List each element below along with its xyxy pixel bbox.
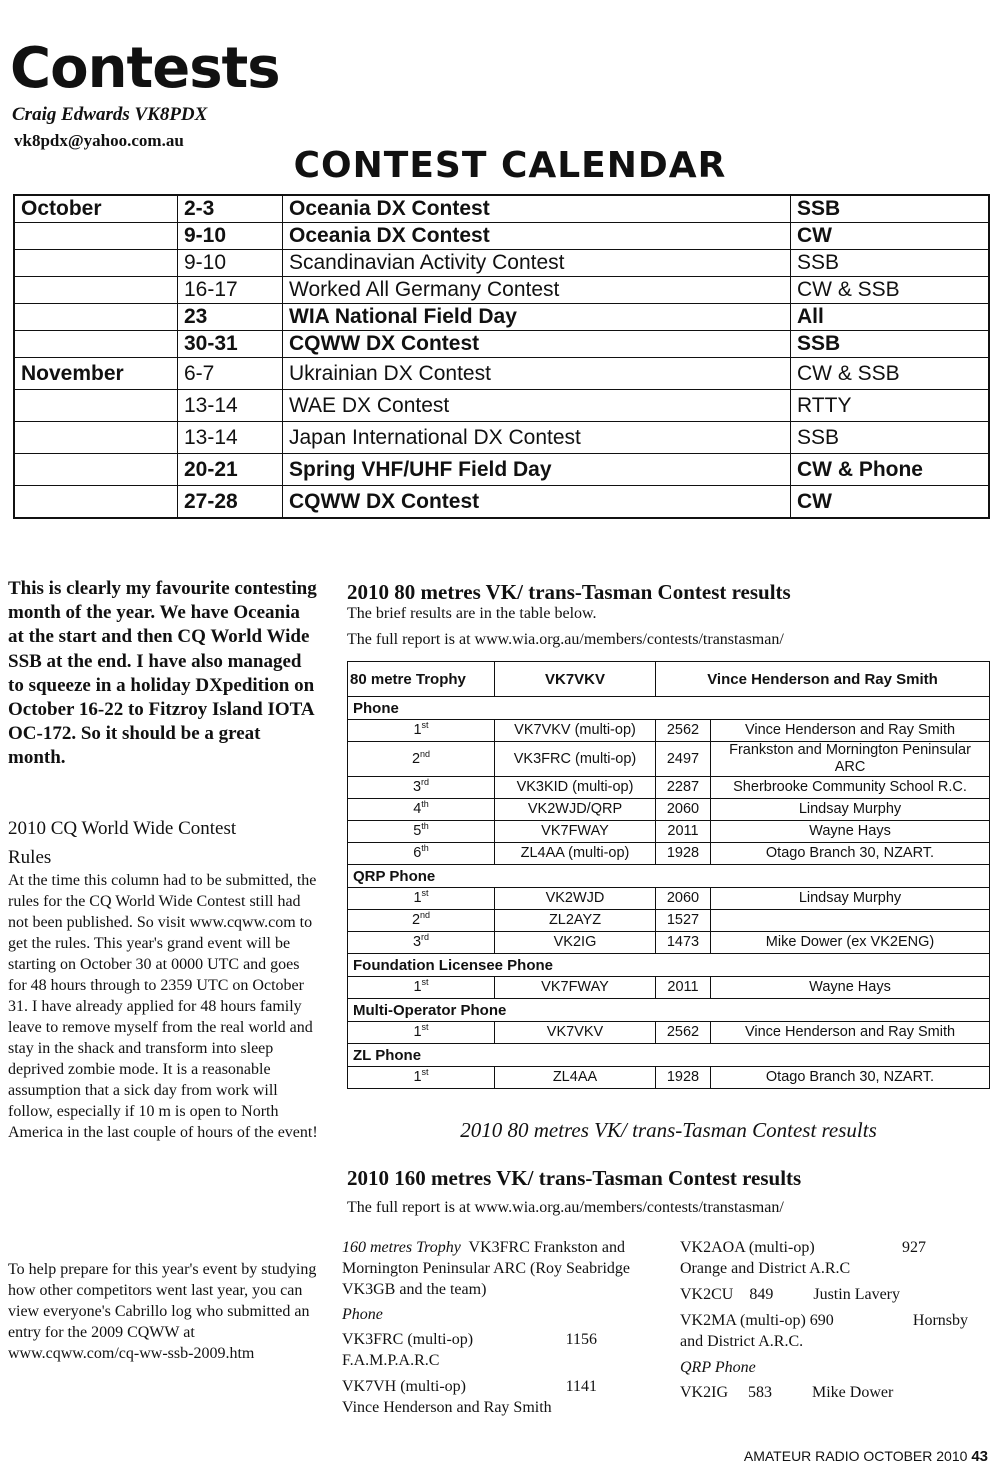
place-number: 4 — [413, 801, 422, 817]
result-call: ZL4AA — [495, 1067, 656, 1089]
calendar-dates: 27-28 — [178, 486, 283, 519]
entry-score: 583 — [748, 1384, 772, 1401]
calendar-dates: 20-21 — [178, 454, 283, 486]
calendar-month — [14, 390, 178, 422]
category-row — [348, 865, 990, 888]
results-160m-link: The full report is at www.wia.org.au/members/contests/transtasman/ — [347, 1199, 784, 1216]
author-name: Craig Edwards VK8PDX — [12, 104, 208, 125]
calendar-mode: RTTY — [791, 390, 990, 422]
place-suffix: st — [421, 888, 429, 898]
calendar-contest: Ukrainian DX Contest — [283, 358, 791, 390]
calendar-dates: 9-10 — [178, 223, 283, 250]
calendar-dates: 13-14 — [178, 390, 283, 422]
calendar-month: October — [14, 195, 178, 223]
entry-place: Hornsby — [912, 1312, 968, 1329]
entry-name: and District A.R.C. — [680, 1333, 804, 1350]
calendar-month — [14, 454, 178, 486]
place-number: 1 — [413, 890, 422, 906]
entry-score: 927 — [902, 1239, 926, 1256]
results-160m-left-column — [342, 1237, 652, 1418]
entry-name: F.A.M.P.A.R.C — [342, 1352, 440, 1369]
calendar-contest: Oceania DX Contest — [283, 195, 791, 223]
calendar-month — [14, 486, 178, 519]
result-score: 2287 — [656, 777, 711, 799]
calendar-contest: CQWW DX Contest — [283, 486, 791, 519]
table-row — [348, 821, 990, 843]
qrp-phone-label: QRP Phone — [680, 1359, 756, 1376]
calendar-dates: 13-14 — [178, 422, 283, 454]
entry-name: Mike Dower — [812, 1384, 894, 1401]
table-row — [348, 1022, 990, 1044]
place-number: 5 — [413, 823, 422, 839]
place-suffix: th — [421, 843, 429, 853]
place-suffix: st — [421, 1067, 429, 1077]
trophy-label: 80 metre Trophy — [348, 662, 495, 697]
result-name: Lindsay Murphy — [711, 799, 990, 821]
table-row — [348, 742, 990, 777]
table-row — [14, 195, 989, 223]
entry-score: 1156 — [565, 1331, 597, 1348]
table-row — [348, 932, 990, 954]
result-name: Sherbrooke Community School R.C. — [711, 777, 990, 799]
result-score: 2497 — [656, 742, 711, 777]
table-row — [14, 454, 989, 486]
result-score: 2060 — [656, 799, 711, 821]
trophy-160-text: VK3FRC Frankston and Mornington Peninsular ARC (Roy Seabridge VK3GB and the team) — [342, 1239, 630, 1298]
result-place — [348, 932, 495, 954]
place-suffix: th — [421, 821, 429, 831]
table-row — [348, 662, 990, 697]
result-call: VK7FWAY — [495, 977, 656, 999]
result-call: ZL4AA (multi-op) — [495, 843, 656, 865]
place-number: 1 — [413, 1069, 422, 1085]
category-label: Foundation Licensee Phone — [348, 954, 990, 977]
result-call: VK2IG — [495, 932, 656, 954]
result-score: 2562 — [656, 1022, 711, 1044]
result-call: ZL2AYZ — [495, 910, 656, 932]
calendar-dates: 6-7 — [178, 358, 283, 390]
calendar-mode: SSB — [791, 331, 990, 358]
category-row — [348, 999, 990, 1022]
calendar-contest: Japan International DX Contest — [283, 422, 791, 454]
table-row — [348, 977, 990, 999]
results-80m-table — [347, 661, 990, 1089]
trophy-160-label: 160 metres Trophy — [342, 1239, 461, 1256]
result-place — [348, 910, 495, 932]
entry-name: Justin Lavery — [813, 1286, 900, 1303]
entry-call: VK7VH (multi-op) — [342, 1378, 466, 1395]
entry-call: VK2IG — [680, 1384, 728, 1401]
result-name: Vince Henderson and Ray Smith — [711, 1022, 990, 1044]
table-row — [348, 1067, 990, 1089]
calendar-month: November — [14, 358, 178, 390]
page-footer — [744, 1448, 988, 1465]
calendar-mode: CW & SSB — [791, 277, 990, 304]
place-number: 3 — [412, 779, 422, 795]
entry-score: 1141 — [565, 1378, 597, 1395]
calendar-dates: 30-31 — [178, 331, 283, 358]
category-row — [348, 1044, 990, 1067]
calendar-month — [14, 277, 178, 304]
result-score: 2060 — [656, 888, 711, 910]
table-row — [348, 720, 990, 742]
place-suffix: nd — [420, 910, 431, 920]
entry-call: VK2MA (multi-op) — [680, 1312, 806, 1329]
result-name: Lindsay Murphy — [711, 888, 990, 910]
calendar-dates: 2-3 — [178, 195, 283, 223]
calendar-contest: Oceania DX Contest — [283, 223, 791, 250]
category-row — [348, 697, 990, 720]
result-place — [348, 843, 495, 865]
result-score: 1527 — [656, 910, 711, 932]
result-score: 1473 — [656, 932, 711, 954]
place-suffix: nd — [420, 748, 431, 759]
result-call: VK7FWAY — [495, 821, 656, 843]
result-name: Otago Branch 30, NZART. — [711, 843, 990, 865]
calendar-month — [14, 331, 178, 358]
calendar-mode: CW & SSB — [791, 358, 990, 390]
place-number: 3 — [412, 934, 422, 950]
calendar-mode: SSB — [791, 250, 990, 277]
cqww-subheading: Rules — [8, 847, 52, 868]
calendar-dates: 23 — [178, 304, 283, 331]
table-row — [14, 223, 989, 250]
cqww-heading: 2010 CQ World Wide Contest — [8, 818, 237, 839]
result-name — [711, 910, 990, 932]
table-row — [14, 390, 989, 422]
calendar-dates: 9-10 — [178, 250, 283, 277]
entry-name: Orange and District A.R.C — [680, 1260, 851, 1277]
cabrillo-help-text: To help prepare for this year's event by studying how other competitors went last year, you can view everyone's Cabrillo log who submitted an entry for the 2009 CQWW at www.cqww.com/cq-ww-ssb-2009.htm — [8, 1261, 317, 1362]
place-number: 6 — [413, 845, 422, 861]
calendar-month — [14, 223, 178, 250]
calendar-month — [14, 304, 178, 331]
table-row — [348, 843, 990, 865]
trophy-call: VK7VKV — [495, 662, 656, 697]
result-call: VK2WJD — [495, 888, 656, 910]
calendar-dates: 16-17 — [178, 277, 283, 304]
result-place — [348, 720, 495, 742]
results-80m-heading: 2010 80 metres VK/ trans-Tasman Contest results — [347, 580, 791, 604]
calendar-mode: CW — [791, 223, 990, 250]
table-row — [14, 250, 989, 277]
page-number: 43 — [971, 1448, 988, 1465]
result-place — [348, 742, 495, 777]
category-label: Multi-Operator Phone — [348, 999, 990, 1022]
phone-label: Phone — [342, 1306, 383, 1323]
calendar-mode: SSB — [791, 422, 990, 454]
entry-name: Vince Henderson and Ray Smith — [342, 1399, 552, 1416]
calendar-mode: All — [791, 304, 990, 331]
place-number: 2 — [411, 912, 421, 928]
result-name: Mike Dower (ex VK2ENG) — [711, 932, 990, 954]
calendar-mode: SSB — [791, 195, 990, 223]
results-80m-brief: The brief results are in the table below. — [347, 605, 597, 622]
calendar-title: CONTEST CALENDAR — [293, 145, 727, 186]
result-score: 2011 — [656, 977, 711, 999]
table-row — [14, 331, 989, 358]
result-place — [348, 1067, 495, 1089]
calendar-contest: Spring VHF/UHF Field Day — [283, 454, 791, 486]
result-place — [348, 977, 495, 999]
place-suffix: rd — [421, 777, 430, 787]
result-score: 1928 — [656, 1067, 711, 1089]
result-name: Vince Henderson and Ray Smith — [711, 720, 990, 742]
category-label: Phone — [348, 697, 990, 720]
result-call: VK7VKV — [495, 1022, 656, 1044]
table-row — [14, 422, 989, 454]
place-suffix: th — [421, 799, 429, 809]
result-call: VK3KID (multi-op) — [495, 777, 656, 799]
results-160m-heading: 2010 160 metres VK/ trans-Tasman Contest results — [347, 1166, 802, 1190]
place-suffix: st — [421, 1022, 429, 1032]
entry-score: 849 — [749, 1286, 774, 1303]
contest-calendar-table — [13, 194, 990, 519]
place-number: 2 — [411, 750, 421, 767]
calendar-contest: WAE DX Contest — [283, 390, 791, 422]
calendar-month — [14, 250, 178, 277]
result-place — [348, 821, 495, 843]
calendar-mode: CW & Phone — [791, 454, 990, 486]
category-row — [348, 954, 990, 977]
result-call: VK3FRC (multi-op) — [495, 742, 656, 777]
entry-call: VK3FRC (multi-op) — [342, 1331, 474, 1348]
result-score: 2011 — [656, 821, 711, 843]
place-number: 1 — [413, 1024, 422, 1040]
table-row — [348, 888, 990, 910]
result-place — [348, 799, 495, 821]
category-label: QRP Phone — [348, 865, 990, 888]
table-row — [14, 304, 989, 331]
table-row — [14, 277, 989, 304]
result-score: 2562 — [656, 720, 711, 742]
table-row — [348, 777, 990, 799]
calendar-month — [14, 422, 178, 454]
entry-score: 690 — [809, 1312, 834, 1329]
trophy-name: Vince Henderson and Ray Smith — [656, 662, 990, 697]
results-80m-link: The full report is at www.wia.org.au/members/contests/transtasman/ — [347, 631, 784, 648]
result-name: Otago Branch 30, NZART. — [711, 1067, 990, 1089]
cqww-rules-text: At the time this column had to be submitted, the rules for the CQ World Wide Contest still had not been published. So visit www.cqww.com to get the rules. This year's grand event will be starting on October 30 at 0000 UTC and goes for 48 hours through to 2359 UTC on October 31. I have already applied for 48 hours family leave to remove myself from the real world and stay in the shack and transform into sleep deprived zombie mode. It is a reasonable assumption that a sick day from work will follow, especially if 10 m is open to North America in the last couple of hours of the event! — [8, 872, 318, 1141]
calendar-contest: Scandinavian Activity Contest — [283, 250, 791, 277]
category-label: ZL Phone — [348, 1044, 990, 1067]
magazine-name: AMATEUR RADIO OCTOBER 2010 — [743, 1448, 968, 1464]
result-score: 1928 — [656, 843, 711, 865]
table-row — [348, 799, 990, 821]
calendar-contest: WIA National Field Day — [283, 304, 791, 331]
result-name: Frankston and Mornington Peninsular ARC — [711, 742, 990, 777]
result-call: VK2WJD/QRP — [495, 799, 656, 821]
result-name: Wayne Hays — [711, 821, 990, 843]
result-name: Wayne Hays — [711, 977, 990, 999]
table-row — [14, 358, 989, 390]
place-suffix: st — [421, 720, 429, 730]
results-80m-caption: 2010 80 metres VK/ trans-Tasman Contest results — [460, 1118, 877, 1142]
author-email: vk8pdx@yahoo.com.au — [14, 131, 184, 150]
result-place — [348, 888, 495, 910]
place-number: 1 — [413, 722, 422, 738]
table-row — [348, 910, 990, 932]
result-place — [348, 777, 495, 799]
place-suffix: st — [421, 977, 429, 987]
entry-call: VK2AOA (multi-op) — [680, 1239, 815, 1256]
calendar-contest: CQWW DX Contest — [283, 331, 791, 358]
page-title: Contests — [10, 36, 280, 101]
entry-call: VK2CU — [680, 1286, 734, 1303]
place-suffix: rd — [421, 932, 430, 942]
results-160m-right-column — [680, 1237, 990, 1403]
calendar-contest: Worked All Germany Contest — [283, 277, 791, 304]
calendar-mode: CW — [791, 486, 990, 519]
result-call: VK7VKV (multi-op) — [495, 720, 656, 742]
result-place — [348, 1022, 495, 1044]
place-number: 1 — [413, 979, 422, 995]
intro-paragraph: This is clearly my favourite contesting month of the year. We have Oceania at the start and then CQ World Wide SSB at the end. I have also managed to squeeze in a holiday DXpedition on October 16-22 to Fitzroy Island IOTA OC-172. So it should be a great month. — [8, 578, 317, 769]
table-row — [14, 486, 989, 519]
